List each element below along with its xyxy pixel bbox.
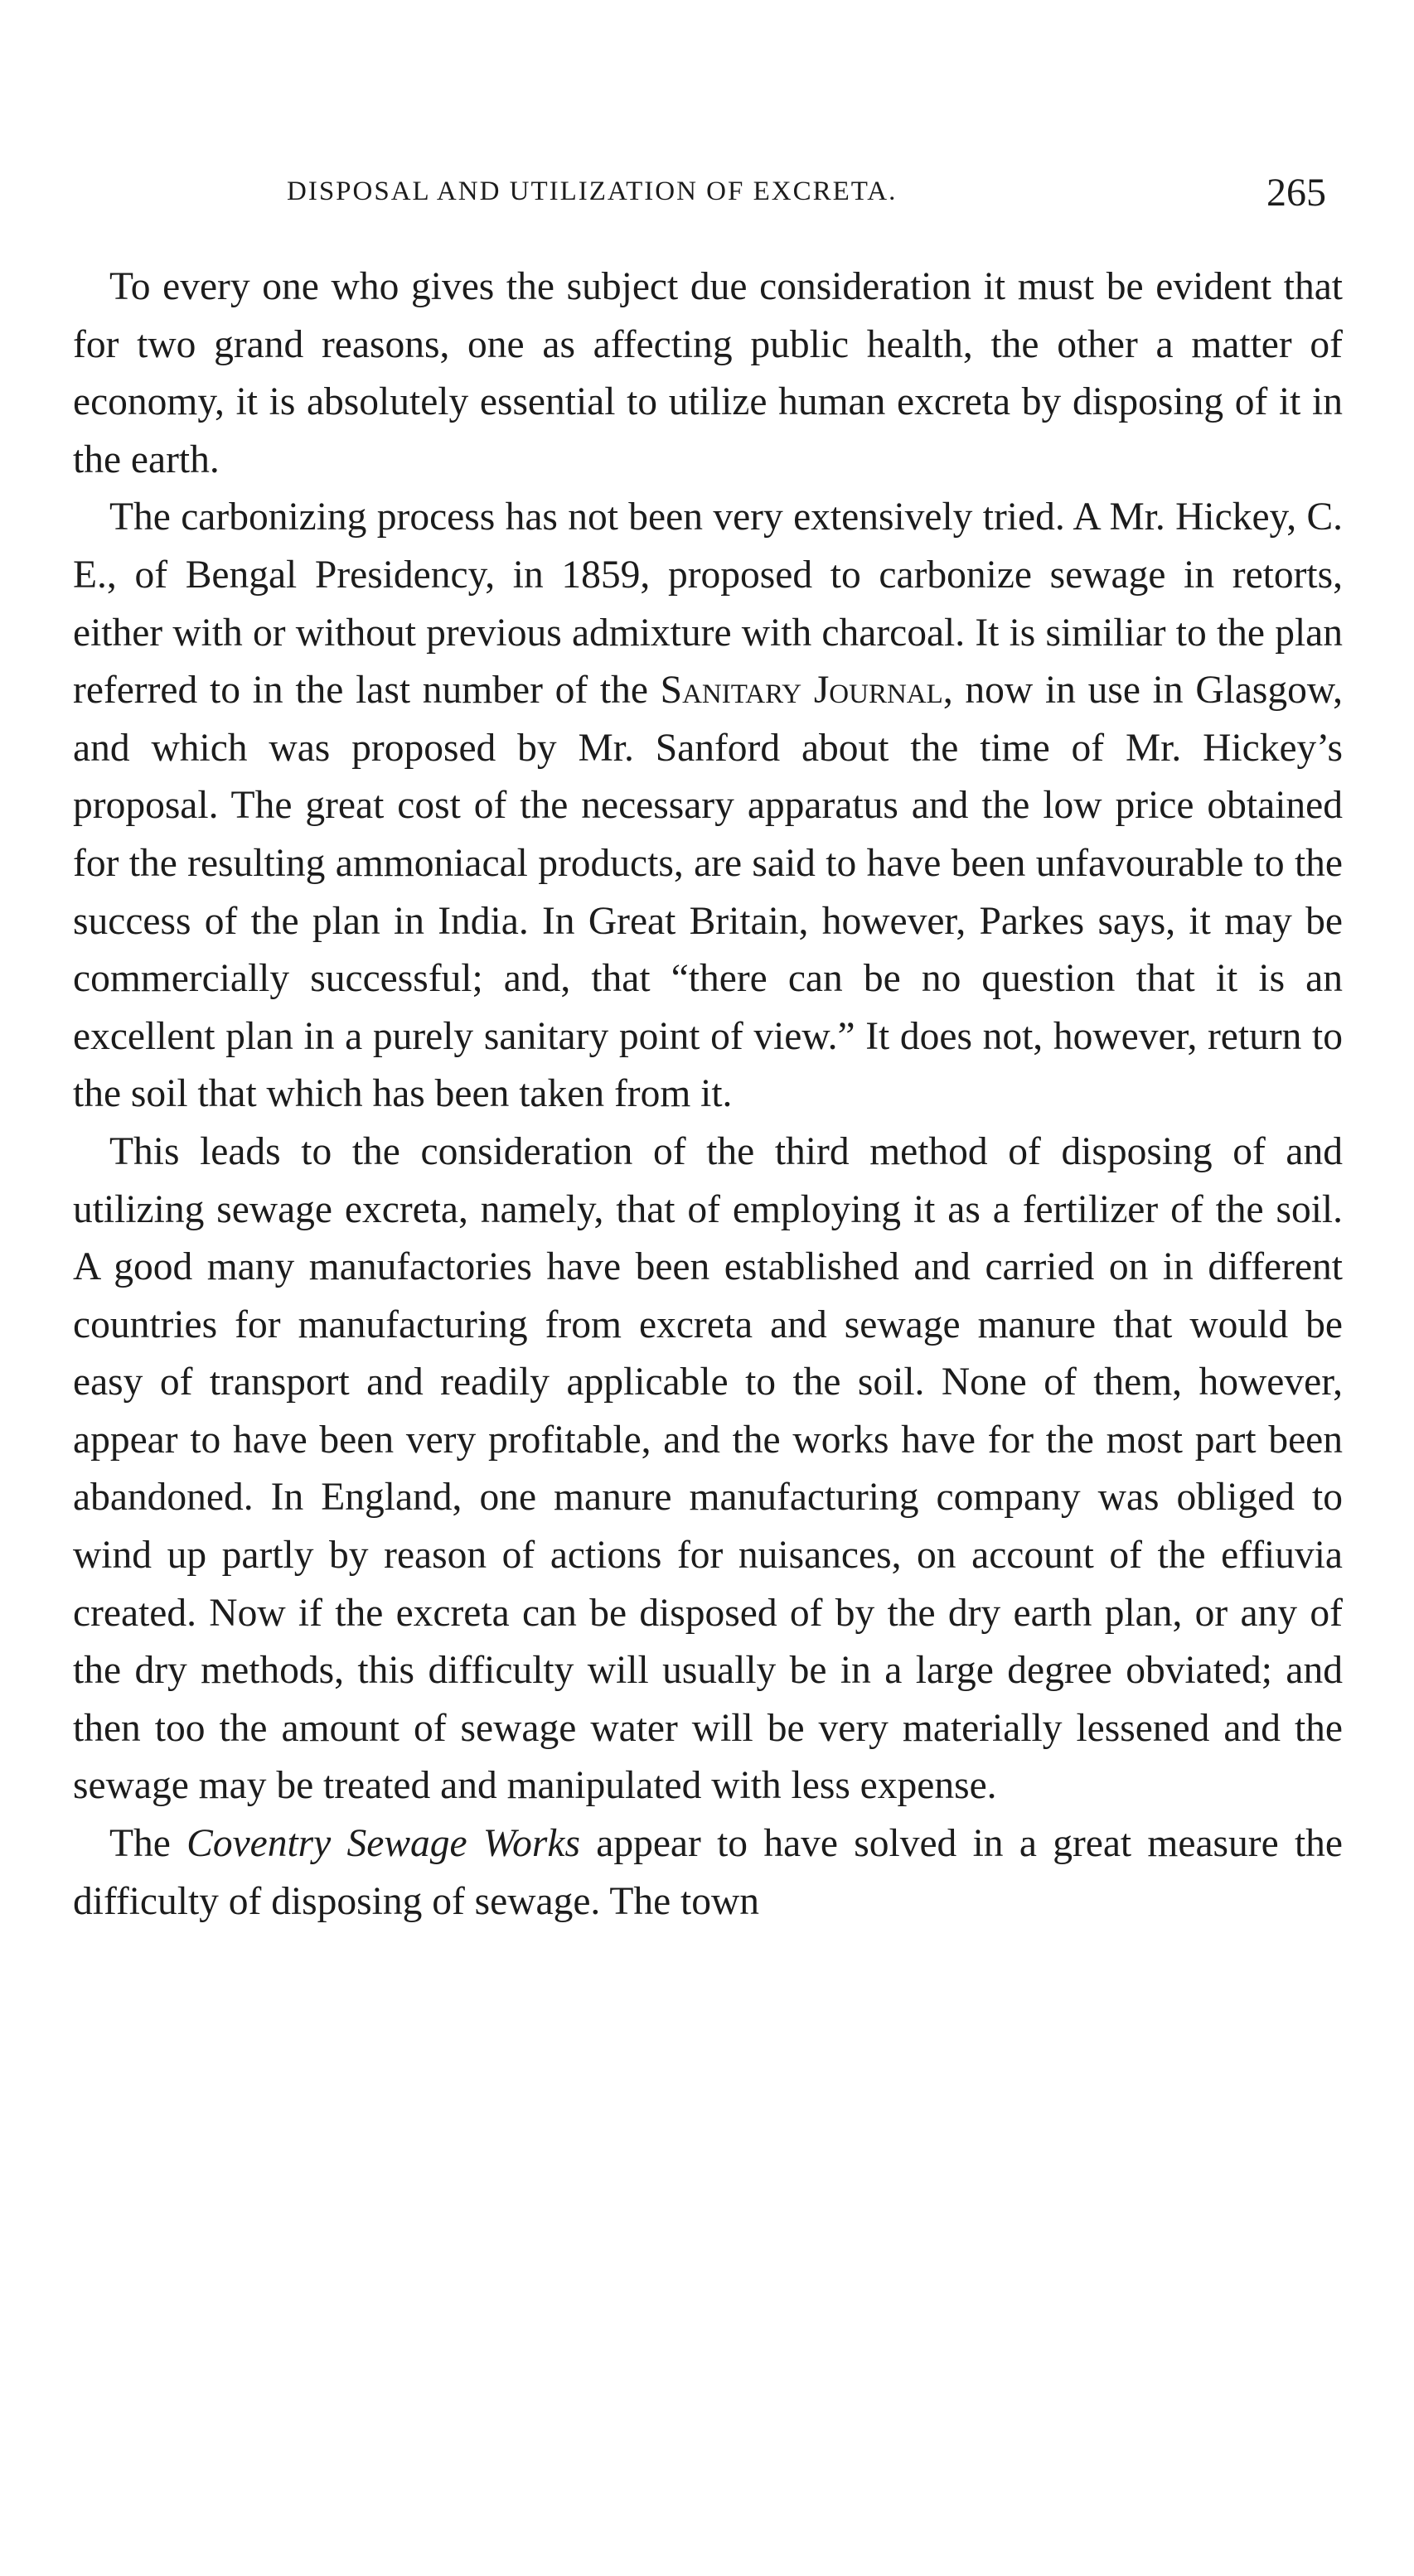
paragraph-1	[73, 259, 1343, 489]
paragraph-3-text: This leads to the consideration of the third method of disposing of and utilizing sewage excreta, namely, that of employing it as a fertilizer of the soil. A good many manufactories have been established and carried on in different countries for manufacturing from excreta and sewage manure that would be easy of transport and readily applicable to the soil. None of them, however, appear to have been very profitable, and the works have for the most part been abandoned. In England, one manure manufacturing company was obliged to wind up partly by reason of actions for nuisances, on account of the effiuvia created. Now if the excreta can be disposed of by the dry earth plan, or any of the dry methods, this difficulty will usually be in a large degree obviated; and then too the amount of sewage water will be very materially lessened and the sewage may be treated and manipulated with less expense.	[73, 1129, 1343, 1808]
paragraph-4-text-before: The	[109, 1822, 187, 1866]
works-name: Coventry Sewage Works	[186, 1822, 580, 1866]
page-number: 265	[1266, 171, 1326, 215]
body-text	[73, 259, 1343, 1931]
running-title: DISPOSAL AND UTILIZATION OF EXCRETA.	[287, 176, 898, 206]
paragraph-2-text-after: , now in use in Glasgow, and which was proposed by Mr. Sanford about the time of Mr. Hickey’s proposal. The great cost of the necessary apparatus and the low price obtained for the resulting ammoniacal products, are said to have been unfavourable to the success of the plan in India. In Great Britain, however, Parkes says, it may be commercially successful; and, that “there can be no question that it is an excellent plan in a purely sanitary point of view.” It does not, however, return to the soil that which has been taken from it.	[73, 669, 1343, 1116]
paragraph-2-text-before: The carbonizing process has not been very extensively tried. A Mr. Hickey, C. E., of Bengal Presidency, in 1859, proposed to carbonize sewage in retorts, either with or without previous admixture with charcoal. It is similiar to the plan referred to in the last number of the	[73, 495, 1343, 713]
paragraph-3	[73, 1124, 1343, 1815]
paragraph-1-text: To every one who gives the subject due consideration it must be evident that for two grand reasons, one as affecting public health, the other a matter of economy, it is absolutely essential to utilize human excreta by disposing of it in the earth.	[73, 265, 1343, 481]
paragraph-4	[73, 1815, 1343, 1931]
paragraph-4-text-after: appear to have solved in a great measure the difficulty of disposing of sewage. The town	[73, 1822, 1343, 1923]
journal-title: Sanitary Journal	[660, 669, 943, 713]
paragraph-2	[73, 489, 1343, 1124]
running-header	[141, 170, 1326, 220]
